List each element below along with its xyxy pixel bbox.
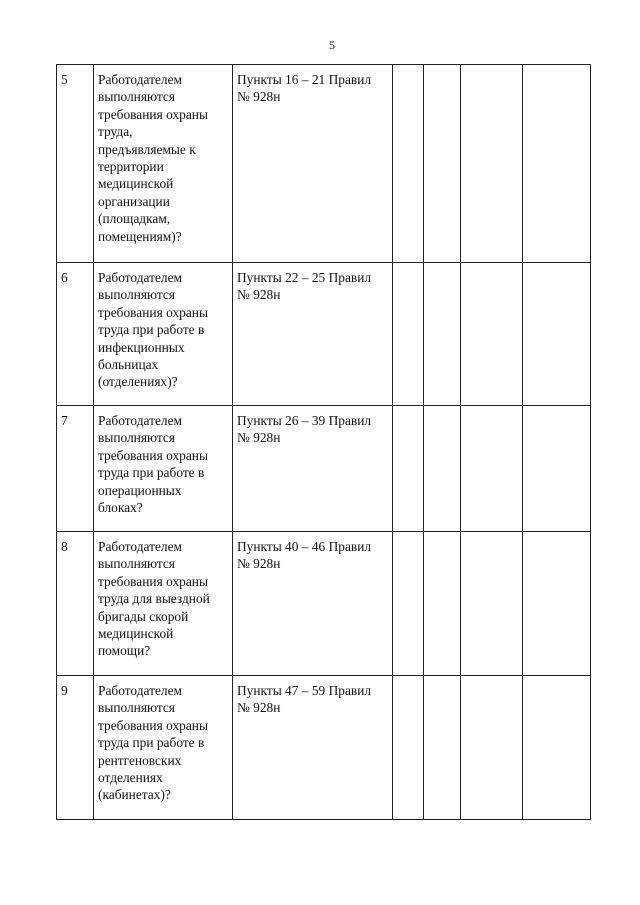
question-line: (отделениях)? [98, 374, 178, 390]
question-line: труда, [98, 124, 133, 140]
notes-cell[interactable] [523, 532, 591, 676]
reference-cell [233, 532, 393, 676]
question-line: операционных [98, 482, 182, 498]
question-line: труда для выездной [98, 591, 210, 607]
reference-line: № 928н [237, 700, 281, 716]
question-line: требования охраны [98, 106, 208, 122]
answer-cell-not-applicable[interactable] [461, 263, 523, 406]
reference-line: Пункты 40 – 46 Правил [237, 539, 372, 554]
question-line: территории [98, 159, 164, 175]
question-line: инфекционных [98, 339, 185, 355]
answer-cell-not-applicable[interactable] [461, 65, 523, 263]
question-line: организации [98, 193, 170, 209]
checklist-table [56, 64, 591, 820]
row-number: 5 [61, 72, 68, 87]
notes-cell[interactable] [523, 406, 591, 532]
question-cell [94, 263, 233, 406]
reference-cell [233, 406, 393, 532]
question-cell [94, 406, 233, 532]
question-line: труда при работе в [98, 735, 205, 751]
question-cell [94, 676, 233, 820]
question-line: медицинской [98, 176, 174, 192]
question-line: помещениям)? [98, 228, 182, 244]
question-line: Работодателем [98, 270, 183, 285]
question-line: Работодателем [98, 413, 183, 428]
question-line: требования охраны [98, 717, 208, 733]
answer-cell-no[interactable] [424, 676, 461, 820]
table-row [57, 65, 591, 263]
answer-cell-no[interactable] [424, 65, 461, 263]
row-number-cell [57, 676, 94, 820]
answer-cell-not-applicable[interactable] [461, 406, 523, 532]
answer-cell-not-applicable[interactable] [461, 676, 523, 820]
answer-cell-no[interactable] [424, 263, 461, 406]
answer-cell-no[interactable] [424, 406, 461, 532]
answer-cell-yes[interactable] [393, 65, 424, 263]
row-number: 7 [61, 413, 68, 428]
question-line: Работодателем [98, 539, 183, 554]
question-line: труда при работе в [98, 465, 205, 481]
row-number-cell [57, 65, 94, 263]
question-line: помощи? [98, 643, 151, 659]
answer-cell-not-applicable[interactable] [461, 532, 523, 676]
answer-cell-yes[interactable] [393, 263, 424, 406]
reference-line: Пункты 47 – 59 Правил [237, 683, 372, 698]
table-row [57, 263, 591, 406]
row-number-cell [57, 263, 94, 406]
question-line: выполняются [98, 556, 175, 572]
reference-line: № 928н [237, 287, 281, 303]
table-row [57, 676, 591, 820]
question-line: блоках? [98, 500, 143, 516]
reference-line: Пункты 26 – 39 Правил [237, 413, 372, 428]
question-line: отделениях [98, 770, 163, 786]
notes-cell[interactable] [523, 65, 591, 263]
notes-cell[interactable] [523, 676, 591, 820]
answer-cell-yes[interactable] [393, 676, 424, 820]
question-line: требования охраны [98, 447, 208, 463]
answer-cell-no[interactable] [424, 532, 461, 676]
question-line: больницах [98, 357, 159, 373]
reference-line: № 928н [237, 89, 281, 105]
question-line: рентгеновских [98, 752, 182, 768]
question-line: медицинской [98, 626, 174, 642]
question-line: выполняются [98, 287, 175, 303]
question-line: выполняются [98, 430, 175, 446]
question-line: бригады скорой [98, 608, 189, 624]
question-cell [94, 65, 233, 263]
answer-cell-yes[interactable] [393, 406, 424, 532]
reference-cell [233, 676, 393, 820]
question-line: выполняются [98, 700, 175, 716]
reference-line: № 928н [237, 556, 281, 572]
question-line: Работодателем [98, 683, 183, 698]
row-number: 8 [61, 539, 68, 554]
question-line: требования охраны [98, 304, 208, 320]
question-line: (площадкам, [98, 211, 171, 227]
answer-cell-yes[interactable] [393, 532, 424, 676]
question-cell [94, 532, 233, 676]
question-line: Работодателем [98, 72, 183, 87]
row-number-cell [57, 406, 94, 532]
question-line: требования охраны [98, 573, 208, 589]
row-number-cell [57, 532, 94, 676]
reference-line: Пункты 22 – 25 Правил [237, 270, 372, 285]
row-number: 9 [61, 683, 68, 698]
reference-cell [233, 263, 393, 406]
notes-cell[interactable] [523, 263, 591, 406]
table-row [57, 532, 591, 676]
question-line: труда при работе в [98, 322, 205, 338]
reference-line: № 928н [237, 430, 281, 446]
question-line: (кабинетах)? [98, 787, 171, 803]
page-number: 5 [329, 38, 335, 52]
reference-line: Пункты 16 – 21 Правил [237, 72, 372, 87]
table-row [57, 406, 591, 532]
reference-cell [233, 65, 393, 263]
question-line: предъявляемые к [98, 141, 196, 157]
question-line: выполняются [98, 89, 175, 105]
row-number: 6 [61, 270, 68, 285]
